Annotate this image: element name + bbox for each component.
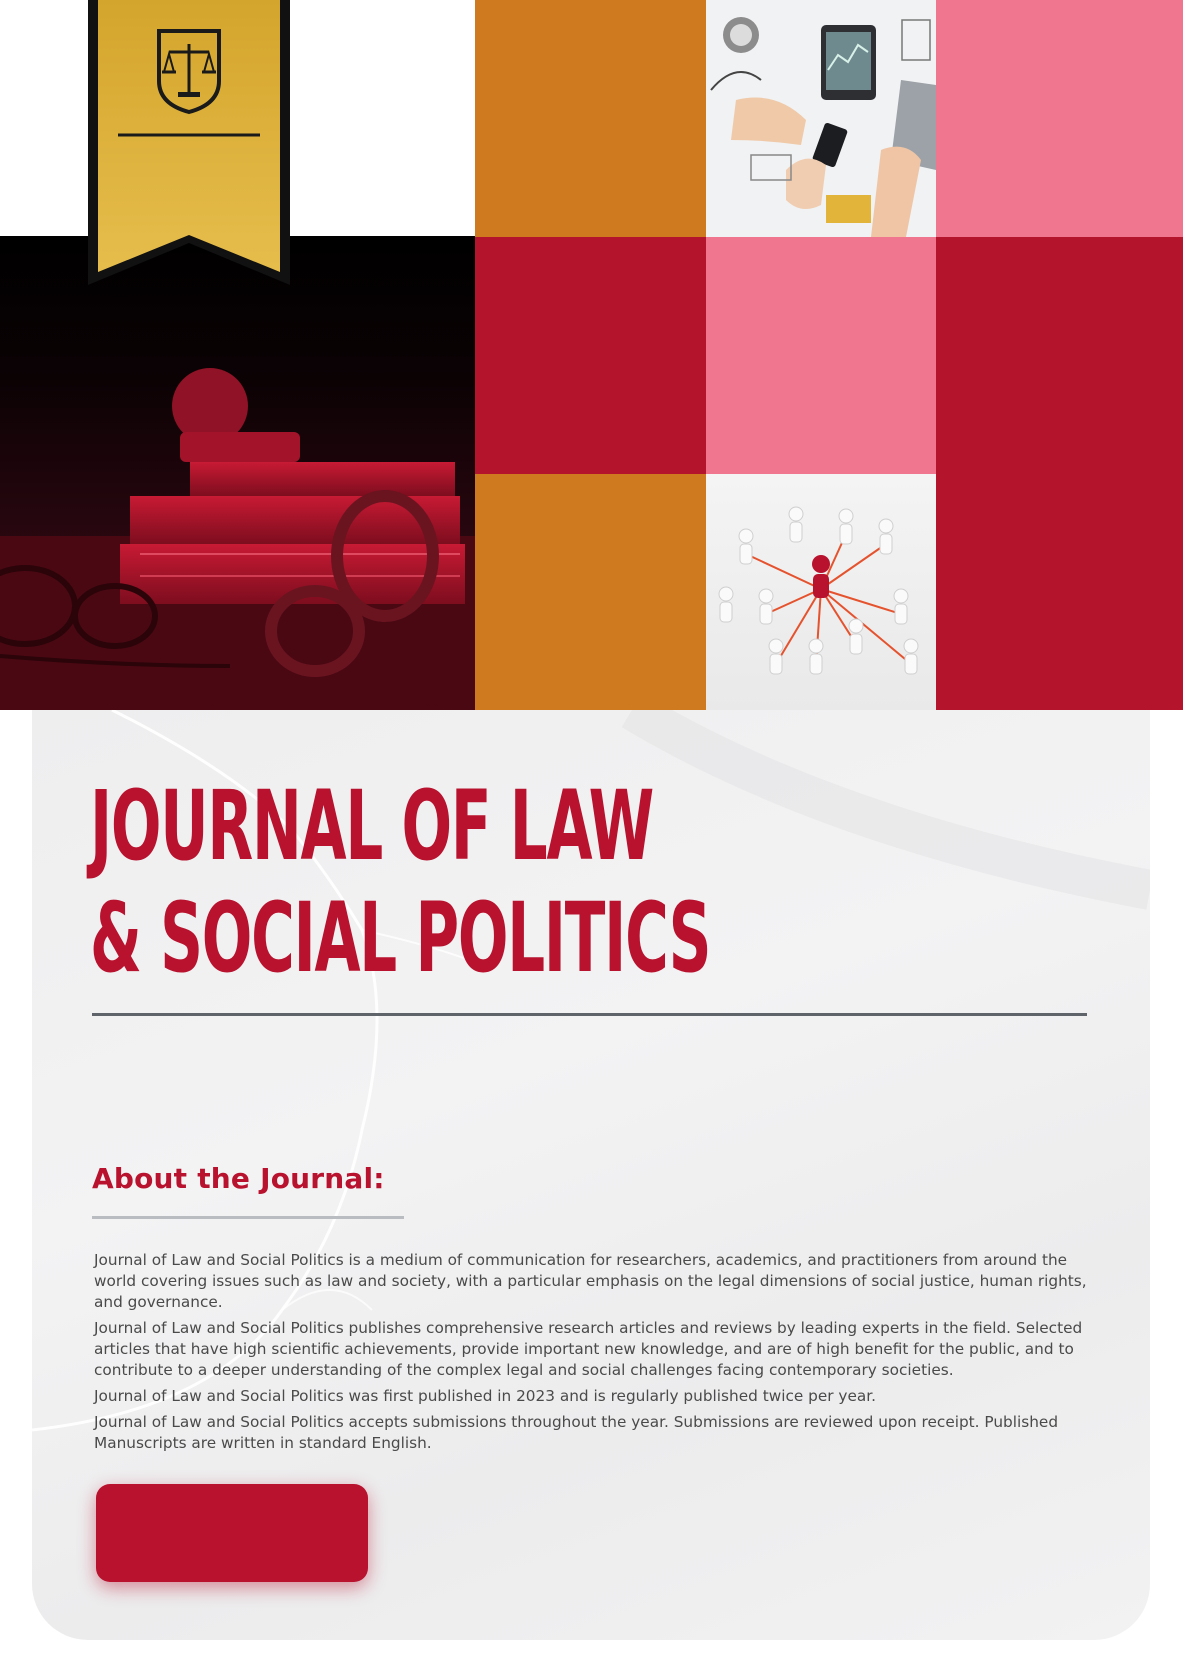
title-divider xyxy=(92,1013,1087,1016)
pink-tile-mid xyxy=(706,237,936,474)
law-books-photo xyxy=(0,236,475,710)
about-description xyxy=(94,1250,1094,1459)
business-meeting-photo xyxy=(706,0,936,237)
orange-tile-bottom xyxy=(475,474,706,710)
about-divider xyxy=(92,1216,404,1219)
scales-of-justice-icon xyxy=(154,26,224,116)
books-gavel-handcuffs-illustration xyxy=(0,236,475,710)
about-paragraph: Journal of Law and Social Politics was first published in 2023 and is regularly published twice per year. xyxy=(94,1387,876,1405)
orange-tile-top xyxy=(475,0,706,237)
journal-ribbon-badge xyxy=(88,0,290,285)
social-network-photo xyxy=(706,474,936,710)
title-line-2: & SOCIAL POLITICS xyxy=(90,882,711,994)
about-paragraph: Journal of Law and Social Politics accepts submissions throughout the year. Submissions are reviewed upon receipt. Published Manuscripts are written in standard English. xyxy=(94,1413,1059,1452)
people-network-illustration xyxy=(706,474,936,710)
journal-title xyxy=(90,770,710,994)
crimson-tile-mid-left xyxy=(475,237,706,474)
hands-tablet-illustration xyxy=(706,0,936,237)
title-line-1: JOURNAL OF LAW xyxy=(90,770,654,882)
pink-tile-top xyxy=(936,0,1183,237)
crimson-tile-right xyxy=(936,237,1183,710)
about-heading: About the Journal: xyxy=(92,1162,385,1195)
about-paragraph: Journal of Law and Social Politics publishes comprehensive research articles and reviews by leading experts in the field. Selected articles that have high scientific achievements, provide important new knowledge, and are of high benefit for the public, and to contribute to a deeper understanding of the complex legal and social challenges facing contemporary societies. xyxy=(94,1319,1083,1379)
call-to-action-button[interactable] xyxy=(96,1484,368,1582)
about-paragraph: Journal of Law and Social Politics is a medium of communication for researchers, academics, and practitioners from around the world covering issues such as law and society, with a particular emphasis on the legal dimensions of social justice, human rights, and governance. xyxy=(94,1251,1087,1311)
